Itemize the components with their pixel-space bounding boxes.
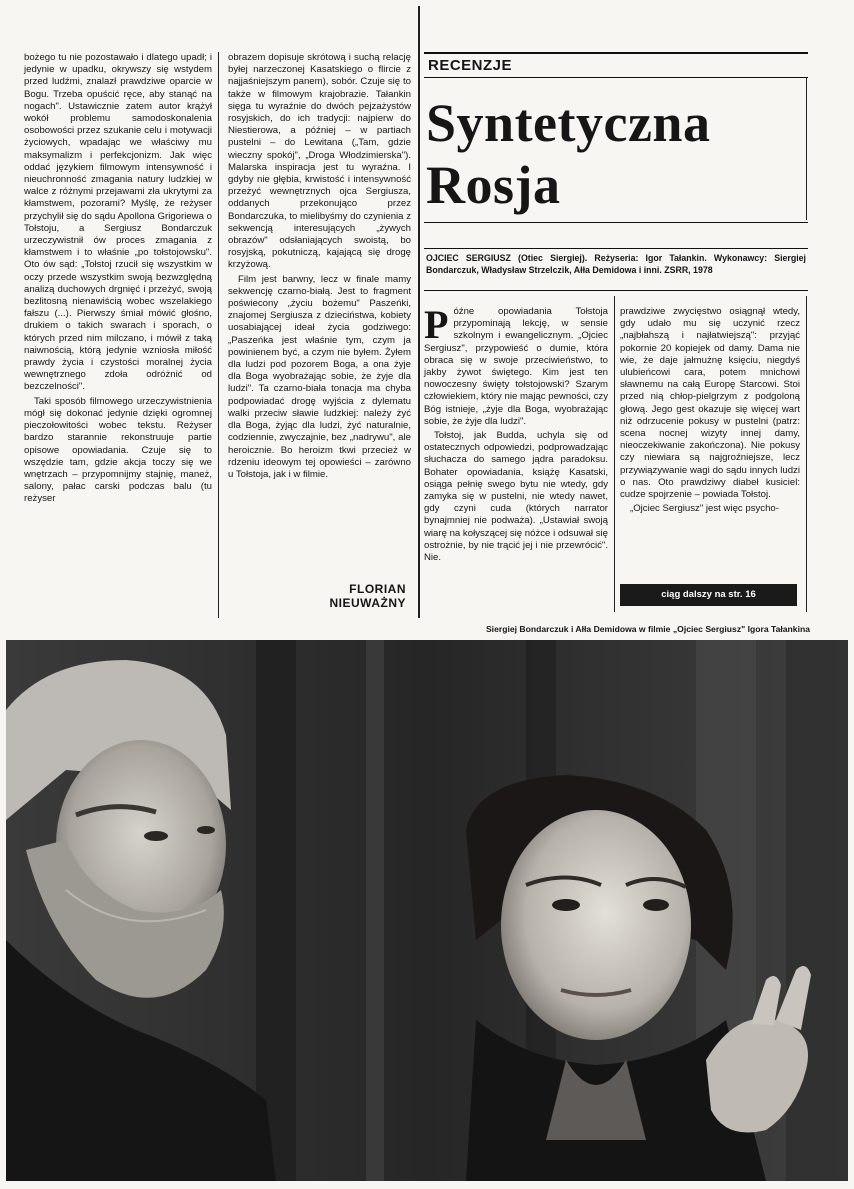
photo-caption: Siergiej Bondarczuk i Ałła Demidowa w filmie „Ojciec Sergiusz" Igora Tałankina [485,624,810,634]
paragraph: „Ojciec Sergiusz" jest więc psycho- [630,503,779,515]
article-column-2 [228,52,411,483]
headline-line-1: Syntetyczna [426,93,711,153]
continued-on-page-note: ciąg dalszy na str. 16 [620,584,797,606]
header-rule-top [424,52,808,54]
paragraph: prawdziwe zwycięstwo osiągnął wtedy, gdy udało mu się uczynić rzecz „najbłahszą i najłatwiejszą": przyjąć pokornie 20 kopiejek od damy. Dama nie wie, że daje jałmużnę księciu, niegdyś ulubieńcowi cara, potem mnichowi sławnemu na całą Europę Starcowi. Stoi przed nią chłop-pielgrzym z podgoloną głową. Jego gest okazuje się więcej wart niż odrzucenie pokusy w pustelni (patrz: scena nocnej wizyty innej damy, nieoczekiwanie zakończona). Nie pokusy czy niewiara są najgroźniejsze, lecz przywiązywanie wagi do sądu innych ludzi o nas. Oto prawdziwy diabeł kusiciel: cudze spojrzenie – powiada Tołstoj. [620,306,800,501]
paragraph: Taki sposób filmowego urzeczywistnienia mógł się dokonać jedynie dzięki ogromnej pieczołowitości wobec tekstu. Reżyser bardzo starannie rekonstruuje partie opisowe opowiadania. Czuje się to wszędzie tam, gdzie akcja toczy się we wnętrzach – przypomnijmy stajnię, maneż, salony, pałac carski podczas balu (tu reżyser [24,395,212,505]
header-rule-under-label [424,77,808,78]
paragraph: Tołstoj, jak Budda, uchyla się od ostatecznych odpowiedzi, podprowadzając słuchacza do samego jądra paradoksu. Bohater opowiadania, książę Kasatski, osiąga pełnię swego bytu nie wtedy, gdy zamyka się w pustelni, nie wtedy nawet, gdy czyni cuda (których narrator bynajmniej nie podważa). „Ustawiał swoją wiarę na kołyszącej się nóżce i odsuwał się ostrożnie, by nie trącić jej i nie przewrócić". Nie. [424,430,608,564]
author-first-name: FLORIAN [349,582,406,596]
column-divider [614,296,615,612]
paragraph: Film jest barwny, lecz w finale mamy sekwencję czarno-białą. Jest to fragment poświecony „życiu bożemu" Paszeńki, znajomej Sergiusza z dzieciństwa, kobiety uosabiającej ideał życia godziwego: „Paszeńka jest właśnie tym, czym ja powinienem być, a czym nie byłem. Żyłem dla ludzi pod pozorem Boga, a ona żyje dla Boga wyobrażając sobie, że żyje dla ludzi". Ta czarno-biała tonacja ma chyba podpowiadać drogę wyjścia z dylematu walki przeciw sławie ludzkiej: należy żyć dla Boga, żyjąc dla ludzi, żyć naturalnie, codziennie, zwyczajnie, bez „nadrywu", ale heroicznie. Bo heroizm tkwi przecież w rdzeniu ideowym tej opowieści – zarówno u Tołstoja, jak i w filmie. [228,273,411,480]
author-byline [246,582,406,610]
film-still-photo [6,640,848,1181]
section-label: RECENZJE [428,57,513,74]
author-last-name: NIEUWAŻNY [329,596,406,610]
section-divider [418,6,420,618]
headline-box-edge [806,78,807,220]
paragraph: obrazem dopisuje skrótową i suchą relację byłej narzeczonej Kasatskiego o flircie z najjaśniejszym panem), sobór. Czuje się to także w filmowym krajobrazie. Tałankin sięga tu wyraźnie do dwóch pejzażystów rosyjskich, do ich tradycji: najpierw do Niestierowa, a później – w partiach pustelni – do Lewitana („Tam, gdzie wieczny spokój", „Droga Włodzimierska"). Malarska inspiracja jest tu wyraźna. I gdyby nie głębia, krwistość i intensywność przeżyć wewnętrznych ojca Sergiusza, oddanych przekonująco przez Bondarczuka, to mielibyśmy do czynienia z sekwencją interesujących „żywych obrazów" odsłaniających swoistą, bo rosyjską, pokutniczą, kajającą się drogę krzyżową. [228,52,411,271]
credits-rule-bottom [424,290,808,291]
headline-rule-bottom [424,222,808,223]
film-credits: OJCIEC SERGIUSZ (Otiec Siergiej). Reżyseria: Igor Tałankin. Wykonawcy: Siergiej Bondarczuk, Władysław Strzelczik, Ałła Demidowa i inni. ZSRR, 1978 [426,253,806,275]
credits-rule-top [424,248,808,249]
paragraph [424,302,608,428]
film-still-image [6,640,848,1181]
drop-cap: P [424,302,449,347]
headline [426,92,806,216]
article-column-1 [24,52,212,508]
column-divider [806,296,807,612]
column-divider [218,52,219,618]
article-column-3 [424,302,608,566]
article-column-4 [620,306,800,517]
headline-line-2: Rosja [426,155,561,215]
paragraph: bożego tu nie pozostawało i dlatego upadł; i jedynie w upadku, okrywszy się wstydem przed ludźmi, znalazł prawdziwe oparcie w Bogu. Trzeba opuścić ręce, aby stanąć na nogach". Ustawicznie zatem autor krążył wokół problemu samodoskonalenia osobowości przez szukanie celu i motywacji życiowych, wpadając we właściwy mu maksymalizm i perfekcjonizm. Jak więc oddać językiem filmowym intensywność i nieuchronność zmagania natury ludzkiej w walce z różnymi przejawami zła ukrytymi za kłamstwem, pozorami? Myślę, że reżyser przychylił się do sądu Apollona Grigoriewa o Tołstoju, a Sergiusz Bondarczuk urzeczywistnił ów proces zmagania z kłamstwem i to właśnie „po tołstojowsku". Oto ów sąd: „Tołstoj rzucił się wszystkim w oczy przede wszystkim swoją bezwzględną analizą duchowych drgnięć i przeżyć, swoją bezlitosną nienawiścią wobec wszelakiego fałszu (...). Pierwszy śmiał mówić głośno, drukiem o takich swarach i sporach, o których przed nim milczano, i mówił z taką naiwnością, którą jedynie wzniosła miłość prawdy życia i czystości moralnej życia wewnętrznego zdoła odróżnić od bezczelności". [24,52,212,393]
paragraph-text: óźne opowiadania Tołstoja przypominają lekcję, w sensie szkolnym i ewangelicznym. „Ojciec Sergiusz", przypowieść o dumie, która obraca się w swoje przeciwieństwo, to jakby żywot świętego. Kim jest ten nowoczesny święty tołstojowski? Szarym człowiekiem, który nie mając pewności, czy Bóg istnieje, „żyje dla Boga, wyobrażając sobie, że żyje dla ludzi". [424,306,608,427]
